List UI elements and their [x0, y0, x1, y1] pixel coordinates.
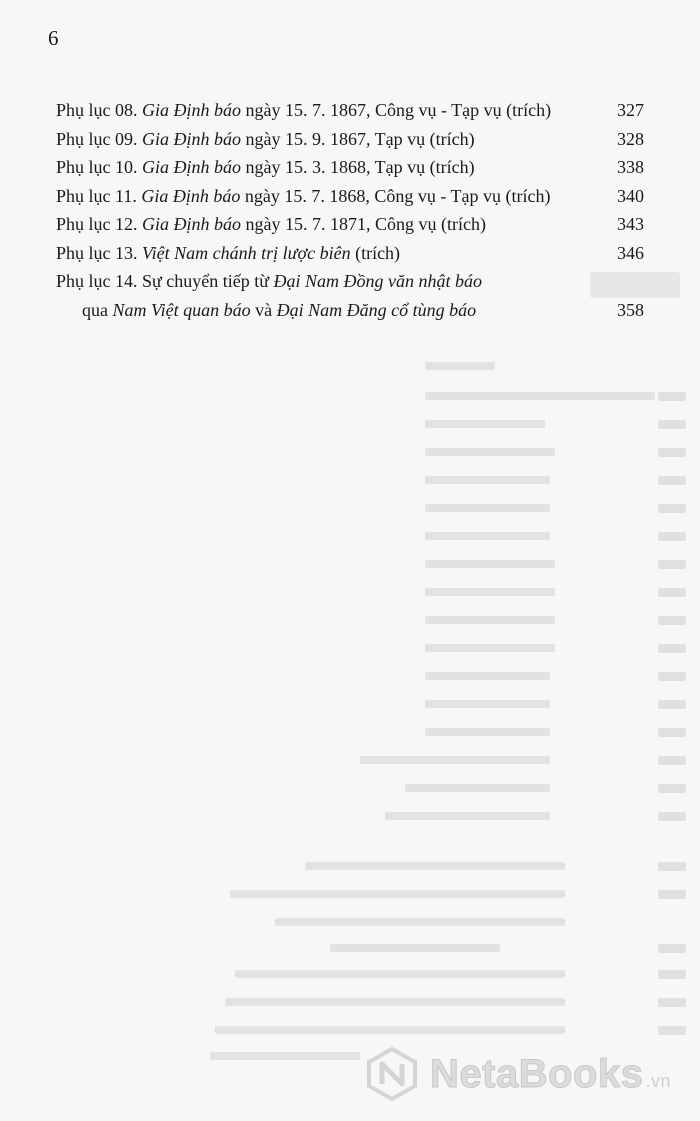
- toc-entry-prefix: Phụ lục 13.: [56, 242, 143, 263]
- toc-entry-title: Gia Định báo: [142, 100, 242, 120]
- watermark: [364, 1046, 671, 1102]
- toc-entry: [56, 125, 644, 154]
- toc-page-ref: 327: [617, 100, 644, 120]
- toc-entry: [56, 210, 644, 239]
- toc-entry-suffix: (trích): [350, 242, 401, 263]
- toc-entry-suffix: ngày 15. 9. 1867, Tạp vụ (trích): [241, 128, 475, 149]
- table-of-contents: [56, 96, 644, 324]
- toc-entry-title: Gia Định báo: [142, 214, 242, 234]
- toc-entry-line1: Phụ lục 14. Sự chuyển tiếp từ Đại Nam Đồng văn nhật báo: [56, 271, 482, 291]
- toc-entry-title: Gia Định báo: [142, 128, 242, 149]
- toc-entry-suffix: ngày 15. 7. 1871, Công vụ (trích): [241, 214, 486, 234]
- toc-page-ref: 346: [617, 242, 644, 263]
- toc-entry-suffix: ngày 15. 7. 1867, Công vụ - Tạp vụ (trích): [241, 100, 552, 120]
- toc-entry-title: Đại Nam Đồng văn nhật báo: [273, 271, 482, 291]
- toc-entry-prefix: Phụ lục 11.: [56, 185, 142, 206]
- toc-entry-line2: qua Nam Việt quan báo và Đại Nam Đăng cổ tùng báo: [82, 299, 477, 320]
- netabooks-logo-icon: [364, 1046, 420, 1102]
- toc-entry: [56, 153, 644, 182]
- toc-entry-prefix: Phụ lục 09.: [56, 128, 143, 149]
- toc-entry-title: Gia Định báo: [142, 157, 242, 177]
- toc-page-ref: 343: [617, 214, 644, 234]
- toc-entry-suffix: ngày 15. 7. 1868, Công vụ - Tạp vụ (trích): [240, 185, 551, 206]
- toc-entry: [56, 182, 644, 211]
- toc-entry-prefix: Phụ lục 10.: [56, 157, 143, 177]
- watermark-text: NetaBooks .vn: [430, 1051, 671, 1096]
- toc-page-ref: 338: [617, 157, 644, 177]
- toc-entry-title: Gia Định báo: [141, 185, 241, 206]
- toc-entry-title: Nam Việt quan báo: [112, 299, 251, 320]
- toc-page-ref: 328: [617, 128, 644, 149]
- toc-page-ref: 340: [617, 185, 644, 206]
- page-number: 6: [48, 26, 59, 50]
- toc-entry-title: Việt Nam chánh trị lược biên: [142, 242, 351, 263]
- toc-entry-prefix: Phụ lục 12.: [56, 214, 143, 234]
- toc-entry-prefix: Phụ lục 08.: [56, 100, 143, 120]
- toc-page-ref: 358: [617, 299, 644, 320]
- toc-entry: [56, 96, 644, 125]
- toc-entry: [56, 239, 644, 268]
- toc-entry-multiline: [56, 267, 644, 324]
- toc-entry-suffix: ngày 15. 3. 1868, Tạp vụ (trích): [241, 157, 475, 177]
- toc-entry-title: Đại Nam Đăng cổ tùng báo: [276, 299, 477, 320]
